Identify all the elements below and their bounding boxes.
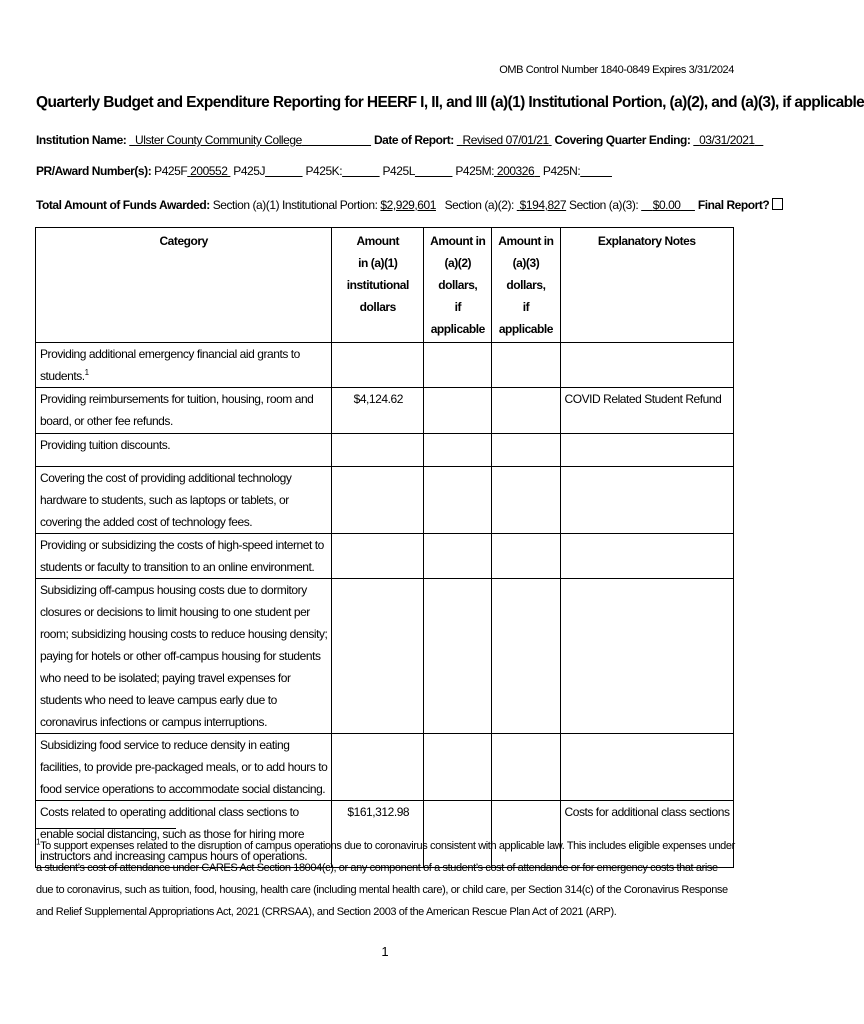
notes-cell[interactable]: Costs for additional class sections: [560, 801, 734, 868]
a3-amount-cell[interactable]: [492, 734, 560, 801]
final-report-checkbox[interactable]: [772, 198, 783, 210]
table-row: [36, 388, 734, 434]
a2-amount-cell[interactable]: [424, 534, 492, 579]
a2-label: Section (a)(2):: [444, 198, 514, 212]
a1-value: $2,929,601: [380, 198, 436, 212]
notes-cell[interactable]: [560, 343, 734, 388]
a3-value: $0.00: [652, 198, 681, 212]
a2-amount-cell[interactable]: [424, 343, 492, 388]
table-row: [36, 434, 734, 467]
total-funds-label: Total Amount of Funds Awarded:: [36, 198, 210, 212]
notes-cell[interactable]: COVID Related Student Refund: [560, 388, 734, 434]
a3-amount-cell[interactable]: [492, 467, 560, 534]
expenditure-table: [35, 227, 734, 868]
institution-label: Institution Name:: [36, 133, 127, 147]
footnote-ref: 1: [84, 368, 89, 377]
p425l-blank: [415, 164, 453, 178]
category-cell: Providing tuition discounts.: [36, 434, 332, 467]
quarter-label: Covering Quarter Ending:: [554, 133, 691, 147]
table-row: [36, 734, 734, 801]
table-row: [36, 467, 734, 534]
notes-cell[interactable]: [560, 579, 734, 734]
pr-award-label: PR/Award Number(s):: [36, 164, 152, 178]
a1-label: Section (a)(1) Institutional Portion:: [212, 198, 378, 212]
a3-amount-cell[interactable]: [492, 579, 560, 734]
date-value: Revised 07/01/21: [462, 133, 549, 147]
table-row: [36, 534, 734, 579]
form-title: Quarterly Budget and Expenditure Reporting for HEERF I, II, and III (a)(1) Institutional Portion, (a)(2), and (a)(3), if applicable: [36, 94, 864, 111]
p425f-label: P425F: [154, 164, 188, 178]
footnote-divider: [36, 828, 176, 829]
a1-amount-cell[interactable]: $161,312.98: [332, 801, 424, 868]
institution-value: Ulster County Community College: [135, 133, 302, 147]
p425m-label: P425M:: [455, 164, 494, 178]
a2-amount-cell[interactable]: [424, 388, 492, 434]
a3-amount-cell[interactable]: [492, 343, 560, 388]
category-cell: Covering the cost of providing additional technology hardware to students, such as laptops or tablets, or covering the added cost of technology fees.: [36, 467, 332, 534]
quarter-value: 03/31/2021: [699, 133, 755, 147]
category-cell: Providing or subsidizing the costs of high-speed internet to students or faculty to transition to an online environment.: [36, 534, 332, 579]
a1-amount-cell[interactable]: [332, 734, 424, 801]
a2-amount-cell[interactable]: [424, 434, 492, 467]
table-row: [36, 343, 734, 388]
omb-control-number: OMB Control Number 1840-0849 Expires 3/31/2024: [499, 64, 734, 76]
p425f-value: 200552: [190, 164, 228, 178]
category-cell: Providing reimbursements for tuition, housing, room and board, or other fee refunds.: [36, 388, 332, 434]
table-header-row: [36, 228, 734, 343]
a2-value: $194,827: [519, 198, 567, 212]
p425l-label: P425L: [382, 164, 415, 178]
notes-header: Explanatory Notes: [560, 228, 734, 343]
a3-amount-cell[interactable]: [492, 434, 560, 467]
table-row: [36, 579, 734, 734]
a1-amount-cell[interactable]: [332, 343, 424, 388]
category-header: Category: [36, 228, 332, 343]
notes-cell[interactable]: [560, 467, 734, 534]
date-label: Date of Report:: [373, 133, 454, 147]
a1-amount-cell[interactable]: [332, 467, 424, 534]
p425m-value: 200326: [496, 164, 535, 178]
category-cell: Subsidizing food service to reduce density in eating facilities, to provide pre-packaged meals, or to add hours to food service operations to accommodate social distancing.: [36, 734, 332, 801]
p425k-label: P425K:: [305, 164, 343, 178]
a3-label: Section (a)(3):: [569, 198, 639, 212]
category-cell: Providing additional emergency financial aid grants to students.$^1$: [36, 343, 332, 388]
category-cell: Costs related to operating additional class sections to enable social distancing, such as those for hiring more instructors and increasing campus hours of operations.: [36, 801, 332, 868]
p425n-blank: [580, 164, 612, 178]
footnote-marker: 1: [36, 837, 41, 847]
a1-amount-cell[interactable]: [332, 534, 424, 579]
institution-line: [36, 133, 763, 147]
a1-amount-cell[interactable]: $4,124.62: [332, 388, 424, 434]
final-report-label: Final Report?: [697, 198, 770, 212]
notes-cell[interactable]: [560, 434, 734, 467]
a2-amount-cell[interactable]: [424, 467, 492, 534]
p425j-label: P425J: [233, 164, 266, 178]
a3-amount-cell[interactable]: [492, 388, 560, 434]
a1-amount-cell[interactable]: [332, 434, 424, 467]
footnote: [36, 835, 736, 923]
award-numbers-line: [36, 164, 612, 178]
notes-cell[interactable]: [560, 534, 734, 579]
p425k-blank: [342, 164, 380, 178]
a3-amount-cell[interactable]: [492, 534, 560, 579]
page-number: 1: [381, 944, 389, 959]
a1-amount-cell[interactable]: [332, 579, 424, 734]
footnote-text: To support expenses related to the disruption of campus operations due to coronavirus consistent with applicable law. This includes eligible expenses under a student’s cost of attendance under CARES Act Section 18004(c), or any component of a student’s cost of attendance or for emergency costs that arise due to coronavirus, such as tuition, food, housing, health care (including mental health care), or child care, per Section 314(c) of the Coronavirus Response and Relief Supplemental Appropriations Act, 2021 (CRRSAA), and Section 2003 of the American Rescue Plan Act of 2021 (ARP).: [36, 840, 735, 918]
a2-amount-cell[interactable]: [424, 734, 492, 801]
a3-amount-header: Amount in (a)(3) dollars, if applicable: [492, 228, 560, 343]
category-cell: Subsidizing off-campus housing costs due to dormitory closures or decisions to limit housing to one student per room; subsidizing housing costs to reduce housing density; paying for hotels or other off-campus housing for students who need to be isolated; paying travel expenses for students who need to leave campus early due to coronavirus infections or campus interruptions.: [36, 579, 332, 734]
a2-amount-cell[interactable]: [424, 579, 492, 734]
p425j-blank: [265, 164, 303, 178]
a1-amount-header: Amount in (a)(1) institutional dollars: [332, 228, 424, 343]
total-funds-line: [36, 198, 783, 212]
a2-amount-header: Amount in (a)(2) dollars, if applicable: [424, 228, 492, 343]
notes-cell[interactable]: [560, 734, 734, 801]
p425n-label: P425N:: [542, 164, 581, 178]
